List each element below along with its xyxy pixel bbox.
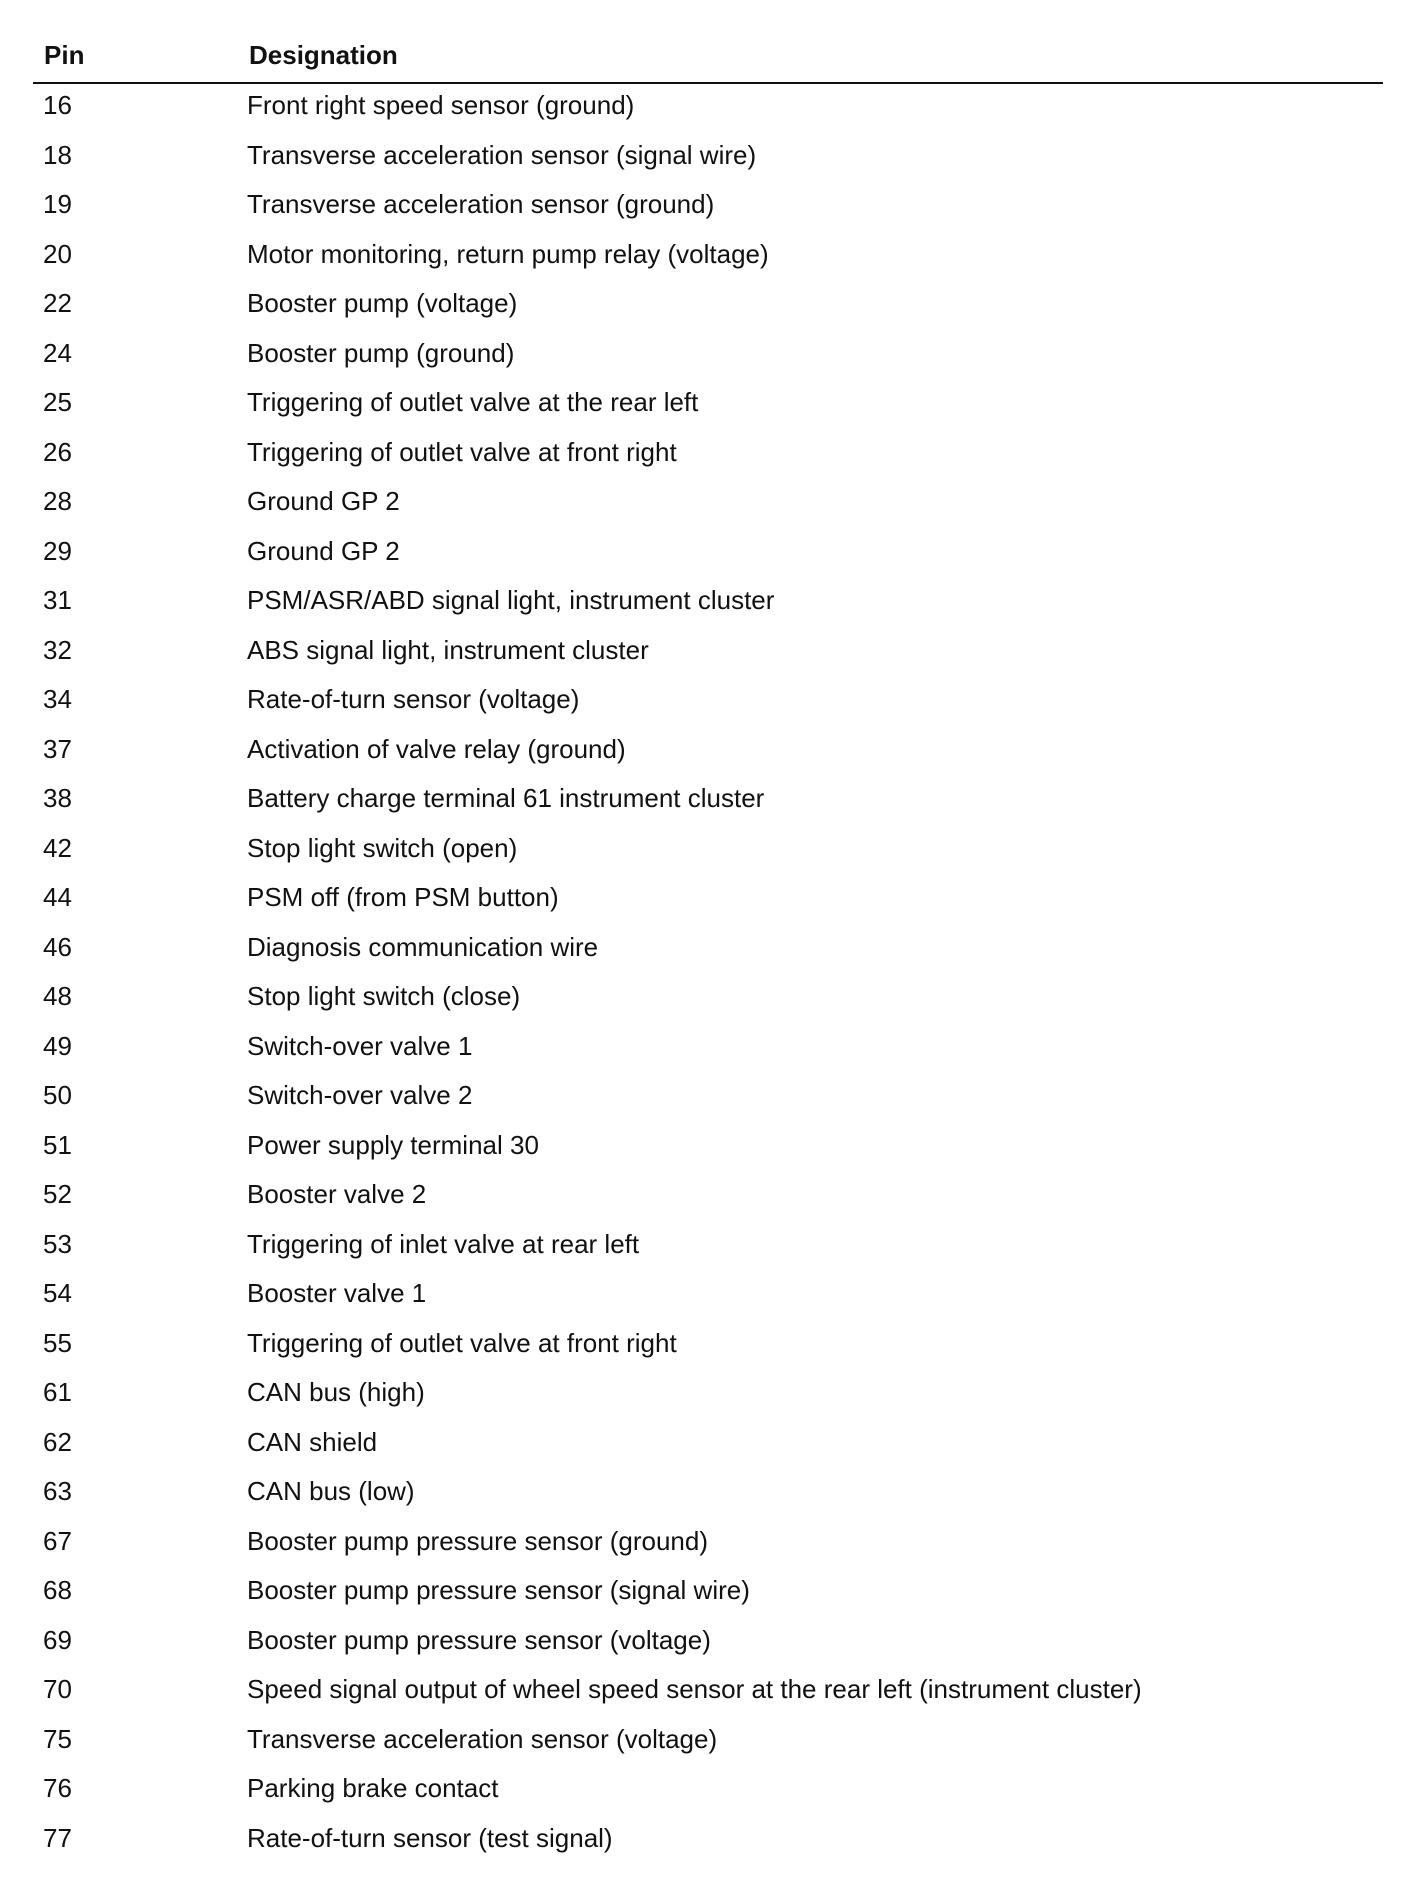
- pin-number: 22: [43, 288, 72, 318]
- table-row: [33, 827, 1383, 877]
- pin-designation: Booster valve 2: [247, 1179, 427, 1209]
- pin-designation: Stop light switch (close): [247, 981, 521, 1011]
- pin-number: 63: [43, 1476, 72, 1506]
- pin-number: 48: [43, 981, 72, 1011]
- pin-number: 46: [43, 931, 72, 962]
- pin-designation: Ground GP 2: [247, 486, 400, 516]
- table-row: [33, 233, 1383, 283]
- table-row: [33, 777, 1383, 827]
- pin-designation: Activation of valve relay (ground): [247, 733, 626, 764]
- pin-designation: PSM/ASR/ABD signal light, instrument cluster: [247, 585, 775, 615]
- pin-number: 25: [43, 387, 72, 417]
- table-row: [33, 1767, 1383, 1817]
- pin-designation: Stop light switch (open): [247, 832, 518, 863]
- pin-designation: Switch-over valve 1: [247, 1030, 473, 1061]
- pin-designation: Triggering of outlet valve at the rear left: [247, 387, 699, 417]
- pin-designation: Front right speed sensor (ground): [247, 90, 635, 120]
- table-row: [33, 1173, 1383, 1223]
- pin-number: 55: [43, 1327, 72, 1358]
- table-row: [33, 1371, 1383, 1421]
- pin-number: 75: [43, 1723, 72, 1754]
- table-header: [33, 34, 1383, 84]
- pin-number: 29: [43, 535, 72, 566]
- pin-designation: Transverse acceleration sensor (signal wire): [247, 139, 757, 170]
- table-row: [33, 480, 1383, 530]
- pin-number: 20: [43, 238, 72, 269]
- pin-designation: Transverse acceleration sensor (voltage): [247, 1723, 718, 1754]
- table-row: [33, 876, 1383, 926]
- pin-designation: Ground GP 2: [247, 535, 400, 566]
- pin-designation: Booster pump pressure sensor (ground): [247, 1525, 709, 1556]
- pin-number: 28: [43, 486, 72, 516]
- pin-number: 61: [43, 1377, 72, 1407]
- pin-number: 18: [43, 139, 72, 170]
- table-row: [33, 530, 1383, 580]
- pin-designation: Triggering of outlet valve at front right: [247, 1327, 677, 1358]
- pin-designation: PSM off (from PSM button): [247, 882, 559, 912]
- pin-number: 32: [43, 634, 72, 665]
- table-row: [33, 1817, 1383, 1867]
- table-row: [33, 926, 1383, 976]
- table-row: [33, 1322, 1383, 1372]
- pin-number: 70: [43, 1674, 72, 1704]
- table-row: [33, 134, 1383, 184]
- table-row: [33, 975, 1383, 1025]
- pin-number: 24: [43, 337, 72, 368]
- table-row: [33, 84, 1383, 134]
- pin-number: 68: [43, 1575, 72, 1605]
- pin-number: 37: [43, 733, 72, 764]
- table-row: [33, 1718, 1383, 1768]
- table-row: [33, 629, 1383, 679]
- pin-designation: Booster valve 1: [247, 1278, 427, 1308]
- table-row: [33, 1223, 1383, 1273]
- pin-number: 50: [43, 1080, 72, 1110]
- table-body: [33, 84, 1383, 1866]
- pin-number: 44: [43, 882, 72, 912]
- pin-designation: Booster pump (voltage): [247, 288, 518, 318]
- pin-number: 77: [43, 1822, 72, 1853]
- pin-number: 76: [43, 1773, 72, 1803]
- pin-designation: CAN bus (high): [247, 1377, 425, 1407]
- pin-designation: Power supply terminal 30: [247, 1129, 539, 1160]
- pin-designation: Triggering of outlet valve at front right: [247, 436, 677, 467]
- table-row: [33, 678, 1383, 728]
- pin-designation: Switch-over valve 2: [247, 1080, 473, 1110]
- table-row: [33, 1520, 1383, 1570]
- pin-designation: Rate-of-turn sensor (voltage): [247, 684, 580, 714]
- pin-number: 38: [43, 783, 72, 813]
- table-row: [33, 1668, 1383, 1718]
- pin-number: 34: [43, 684, 72, 714]
- pin-designation: Battery charge terminal 61 instrument cluster: [247, 783, 765, 813]
- table-row: [33, 1025, 1383, 1075]
- table-row: [33, 1619, 1383, 1669]
- pin-number: 26: [43, 436, 72, 467]
- pin-designation: Booster pump (ground): [247, 337, 515, 368]
- pin-designation: Booster pump pressure sensor (voltage): [247, 1624, 711, 1655]
- pin-number: 53: [43, 1228, 72, 1259]
- pin-number: 51: [43, 1129, 72, 1160]
- pin-number: 69: [43, 1624, 72, 1655]
- table-row: [33, 1272, 1383, 1322]
- table-row: [33, 1074, 1383, 1124]
- pin-designation: Transverse acceleration sensor (ground): [247, 189, 715, 219]
- table-row: [33, 1470, 1383, 1520]
- table-row: [33, 381, 1383, 431]
- pin-number: 16: [43, 90, 72, 120]
- pin-number: 54: [43, 1278, 72, 1308]
- table-row: [33, 1421, 1383, 1471]
- table-row: [33, 579, 1383, 629]
- pin-number: 52: [43, 1179, 72, 1209]
- pin-designation: Diagnosis communication wire: [247, 931, 599, 962]
- pin-designation: Rate-of-turn sensor (test signal): [247, 1822, 613, 1853]
- table-row: [33, 1124, 1383, 1174]
- pin-number: 67: [43, 1525, 72, 1556]
- pin-number: 62: [43, 1426, 72, 1457]
- pin-number: 19: [43, 189, 72, 219]
- pin-designation: ABS signal light, instrument cluster: [247, 634, 649, 665]
- table-row: [33, 1569, 1383, 1619]
- pin-designation: Motor monitoring, return pump relay (voltage): [247, 238, 769, 269]
- table-row: [33, 332, 1383, 382]
- pin-designation: Booster pump pressure sensor (signal wire): [247, 1575, 750, 1605]
- column-header-designation: Designation: [249, 40, 398, 70]
- pin-number: 31: [43, 585, 72, 615]
- pin-designation: Speed signal output of wheel speed sensor at the rear left (instrument cluster): [247, 1674, 1142, 1704]
- pin-designation: Triggering of inlet valve at rear left: [247, 1228, 640, 1259]
- pin-number: 49: [43, 1030, 72, 1061]
- pin-designation: CAN bus (low): [247, 1476, 415, 1506]
- pin-designation: Parking brake contact: [247, 1773, 499, 1803]
- table-row: [33, 728, 1383, 778]
- pin-number: 42: [43, 832, 72, 863]
- column-header-pin: Pin: [44, 40, 85, 70]
- table-row: [33, 282, 1383, 332]
- table-row: [33, 183, 1383, 233]
- pin-designation: CAN shield: [247, 1426, 378, 1457]
- table-row: [33, 431, 1383, 481]
